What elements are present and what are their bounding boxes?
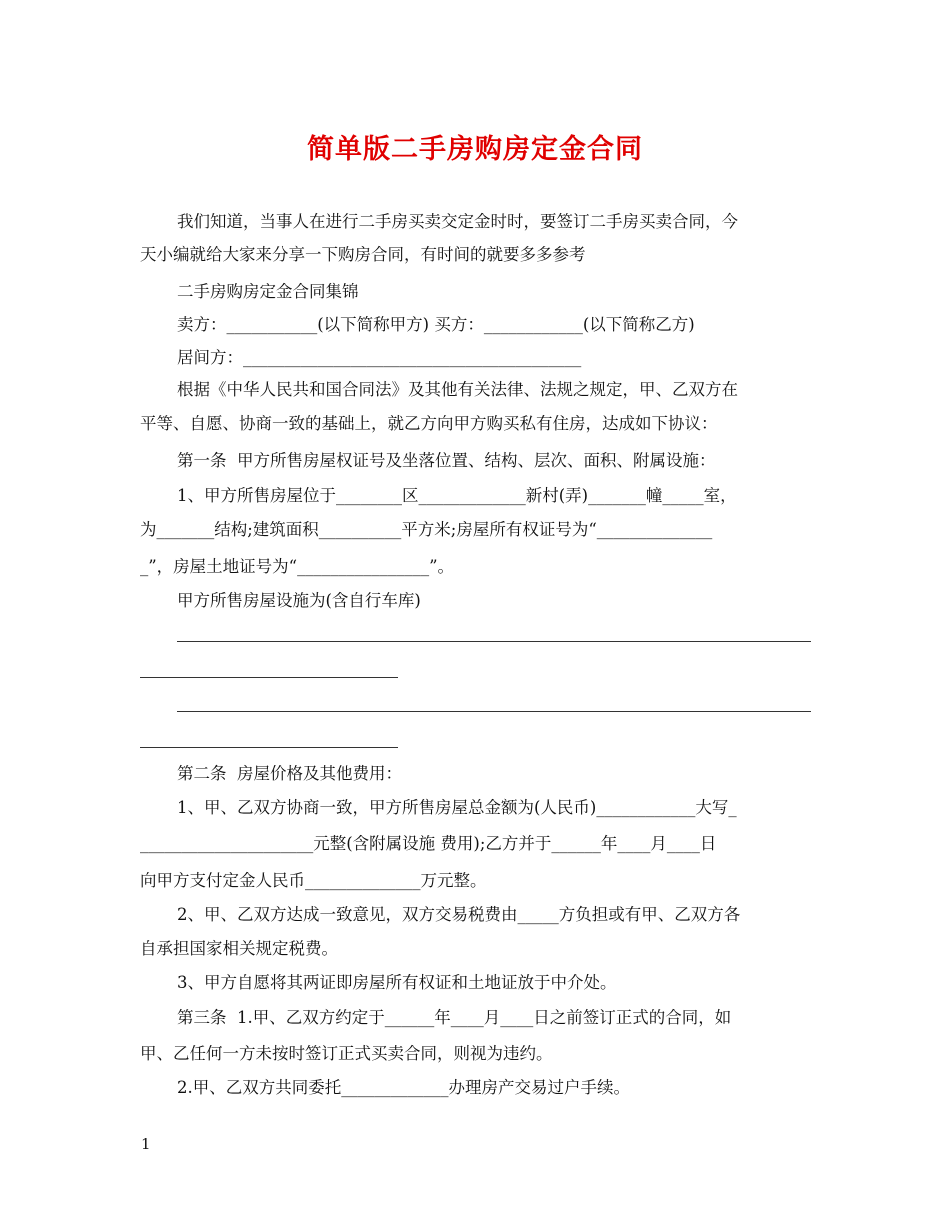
paragraph-line: 2、甲、乙双方达成一致意见，双方交易税费由_____方负担或有甲、乙双方各 (177, 905, 741, 924)
paragraph-line: 平等、自愿、协商一致的基础上，就乙方向甲方购买私有住房，达成如下协议： (140, 414, 718, 433)
paragraph-line: 3、甲方自愿将其两证即房屋所有权证和土地证放于中介处。 (177, 973, 617, 992)
blank-fill-line (140, 677, 398, 678)
parties-line: 卖方：___________(以下简称甲方) 买方：____________(以下简称乙方) (177, 315, 695, 334)
paragraph-line: 我们知道，当事人在进行二手房买卖交定金时时，要签订二手房买卖合同，今 (177, 212, 738, 231)
subtitle-line: 二手房购房定金合同集锦 (177, 282, 359, 301)
paragraph-line: 1、甲方所售房屋位于________区_____________新村(弄)_______幢_____室， (177, 486, 737, 505)
paragraph-line: 自承担国家相关规定税费。 (140, 939, 338, 958)
paragraph-line: 2.甲、乙双方共同委托_____________办理房产交易过户手续。 (177, 1078, 630, 1097)
paragraph-line: 向甲方支付定金人民币______________万元整。 (140, 871, 487, 890)
blank-fill-line (177, 641, 811, 642)
paragraph-line: 根据《中华人民共和国合同法》及其他有关法律、法规之规定，甲、乙双方在 (177, 380, 738, 399)
paragraph-line: _____________________元整(含附属设施 费用);乙方并于______年____月____日 (140, 834, 717, 853)
paragraph-line: 甲、乙任何一方未按时签订正式买卖合同，则视为违约。 (140, 1044, 553, 1063)
article-heading: 第二条 房屋价格及其他费用： (177, 764, 402, 783)
paragraph-line: 1、甲、乙双方协商一致，甲方所售房屋总金额为(人民币)____________大写_ (177, 798, 737, 817)
blank-fill-line (140, 747, 398, 748)
paragraph-line: _”，房屋土地证号为“________________”。 (140, 557, 455, 576)
paragraph-line: 为_______结构;建筑面积__________平方米;房屋所有权证号为“______________ (140, 520, 713, 539)
document-title: 简单版二手房购房定金合同 (307, 134, 643, 165)
page-number: 1 (141, 1135, 151, 1153)
paragraph-line: 甲方所售房屋设施为(含自行车库) (177, 591, 421, 610)
blank-fill-line (177, 711, 811, 712)
paragraph-line: 天小编就给大家来分享一下购房合同，有时间的就要多多参考 (140, 245, 586, 264)
article-heading: 第一条 甲方所售房屋权证号及坐落位置、结构、层次、面积、附属设施： (177, 451, 716, 470)
intermediary-line: 居间方：_________________________________________ (177, 348, 582, 367)
article-heading: 第三条 1.甲、乙双方约定于______年____月____日之前签订正式的合同，如 (177, 1008, 732, 1027)
